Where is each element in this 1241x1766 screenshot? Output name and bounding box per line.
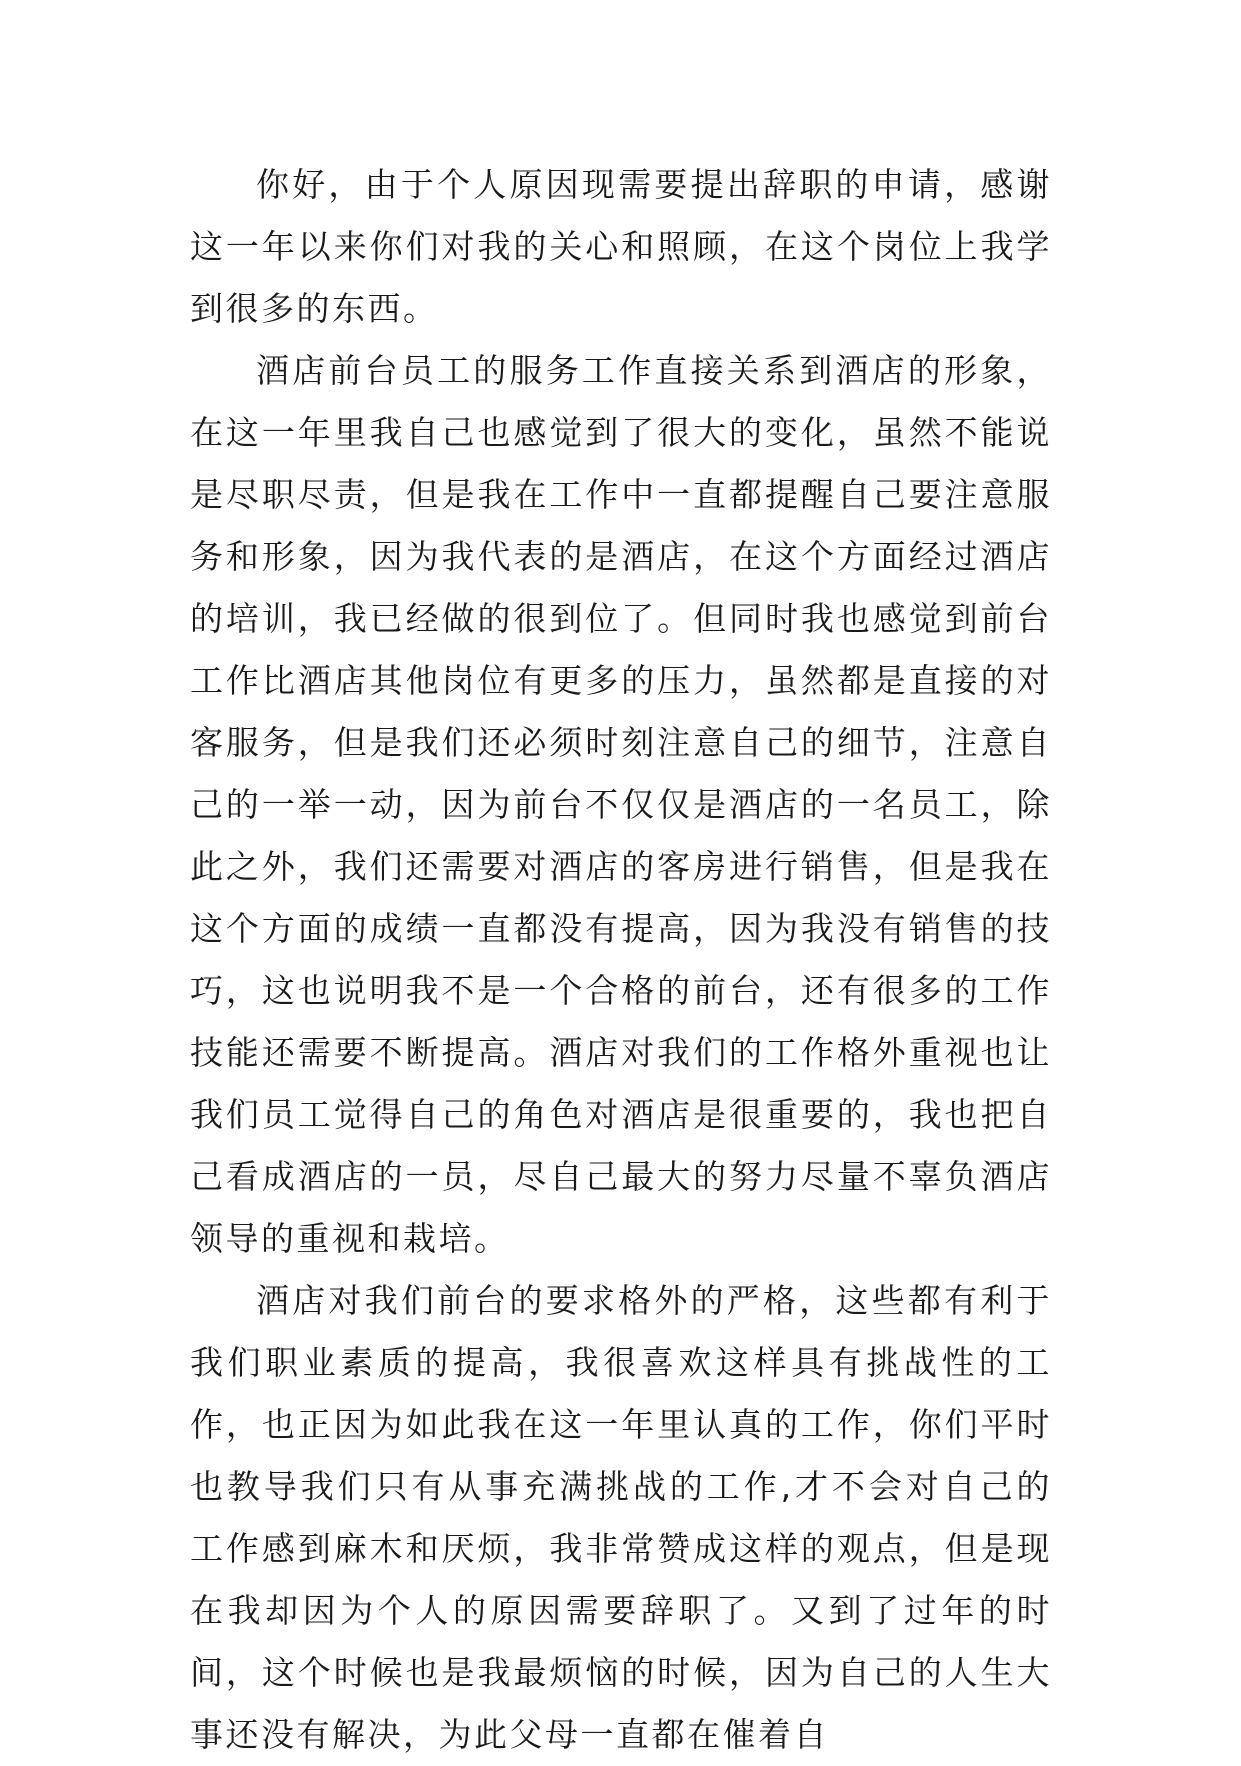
document-body bbox=[190, 154, 1052, 1766]
paragraph-greeting: 你好，由于个人原因现需要提出辞职的申请，感谢这一年以来你们对我的关心和照顾，在这个岗位上我学到很多的东西。 bbox=[190, 165, 1052, 328]
paragraph-front-desk-work: 酒店前台员工的服务工作直接关系到酒店的形象，在这一年里我自己也感觉到了很大的变化，虽然不能说是尽职尽责，但是我在工作中一直都提醒自己要注意服务和形象，因为我代表的是酒店，在这个方面经过酒店的培训，我已经做的很到位了。但同时我也感觉到前台工作比酒店其他岗位有更多的压力，虽然都是直接的对客服务，但是我们还必须时刻注意自己的细节，注意自己的一举一动，因为前台不仅仅是酒店的一名员工，除此之外，我们还需要对酒店的客房进行销售，但是我在这个方面的成绩一直都没有提高，因为我没有销售的技巧，这也说明我不是一个合格的前台，还有很多的工作技能还需要不断提高。酒店对我们的工作格外重视也让我们员工觉得自己的角色对酒店是很重要的，我也把自己看成酒店的一员，尽自己最大的努力尽量不辜负酒店领导的重视和栽培。 bbox=[190, 351, 1052, 1258]
paragraph-resignation-reason: 酒店对我们前台的要求格外的严格，这些都有利于我们职业素质的提高，我很喜欢这样具有挑战性的工作，也正因为如此我在这一年里认真的工作，你们平时也教导我们只有从事充满挑战的工作,才不会对自己的工作感到麻木和厌烦，我非常赞成这样的观点，但是现在我却因为个人的原因需要辞职了。又到了过年的时间，这个时候也是我最烦恼的时候，因为自己的人生大事还没有解决，为此父母一直都在催着自 bbox=[190, 1281, 1052, 1754]
